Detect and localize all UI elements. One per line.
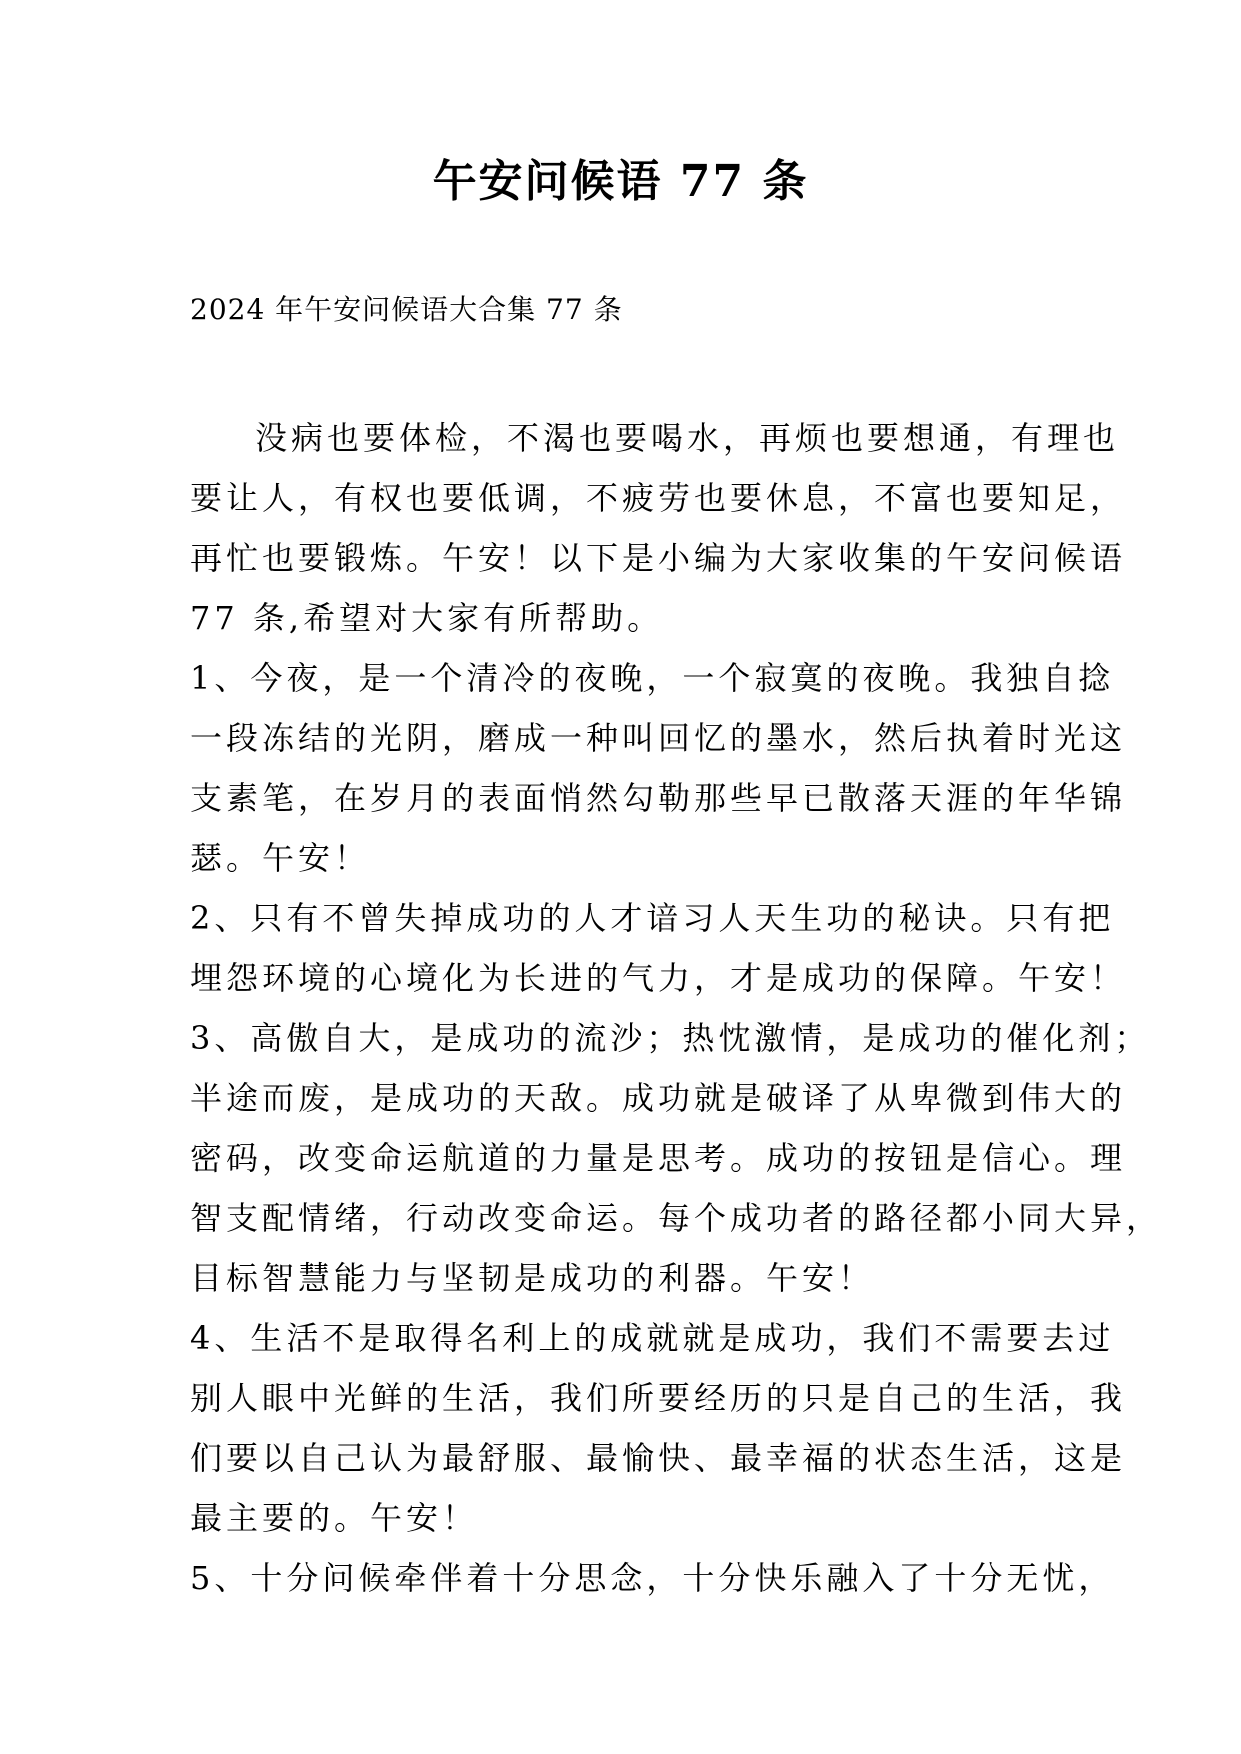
paragraph-line: 2、只有不曾失掉成功的人才谙习人天生功的秘诀。只有把	[190, 899, 1115, 937]
paragraph-line: 没病也要体检，不渴也要喝水，再烦也要想通，有理也	[255, 419, 1120, 457]
paragraph-line: 们要以自己认为最舒服、最愉快、最幸福的状态生活，这是	[190, 1439, 1127, 1477]
paragraph-line: 4、生活不是取得名利上的成就就是成功，我们不需要去过	[190, 1319, 1115, 1357]
paragraph-line: 密码，改变命运航道的力量是思考。成功的按钮是信心。理	[190, 1139, 1127, 1177]
paragraph-line: 77 条,希望对大家有所帮助。	[190, 599, 664, 637]
paragraph-line: 半途而废，是成功的天敌。成功就是破译了从卑微到伟大的	[190, 1079, 1127, 1117]
document-body	[190, 408, 1163, 1608]
paragraph-line: 最主要的。午安！	[190, 1499, 479, 1537]
paragraph-line: 瑟。午安！	[190, 839, 371, 877]
document-subtitle: 2024 年午安问候语大合集 77 条	[190, 293, 623, 326]
paragraph-line: 5、十分问候牵伴着十分思念，十分快乐融入了十分无忧，	[190, 1559, 1115, 1597]
paragraph-line: 一段冻结的光阴，磨成一种叫回忆的墨水，然后执着时光这	[190, 719, 1127, 757]
paragraph-line: 3、高傲自大，是成功的流沙；热忱激情，是成功的催化剂；	[190, 1019, 1151, 1057]
paragraph-line: 1、今夜，是一个清冷的夜晚，一个寂寞的夜晚。我独自捻	[190, 659, 1115, 697]
document-title: 午安问候语 77 条	[432, 156, 809, 207]
paragraph-line: 别人眼中光鲜的生活，我们所要经历的只是自己的生活，我	[190, 1379, 1127, 1417]
paragraph-line: 埋怨环境的心境化为长进的气力，才是成功的保障。午安！	[190, 959, 1127, 997]
paragraph-line: 目标智慧能力与坚韧是成功的利器。午安！	[190, 1259, 875, 1297]
paragraph-line: 再忙也要锻炼。午安！以下是小编为大家收集的午安问候语	[190, 539, 1127, 577]
paragraph-line: 支素笔，在岁月的表面悄然勾勒那些早已散落天涯的年华锦	[190, 779, 1127, 817]
paragraph-line: 要让人，有权也要低调，不疲劳也要休息，不富也要知足，	[190, 479, 1127, 517]
paragraph-line: 智支配情绪，行动改变命运。每个成功者的路径都小同大异，	[190, 1199, 1163, 1237]
